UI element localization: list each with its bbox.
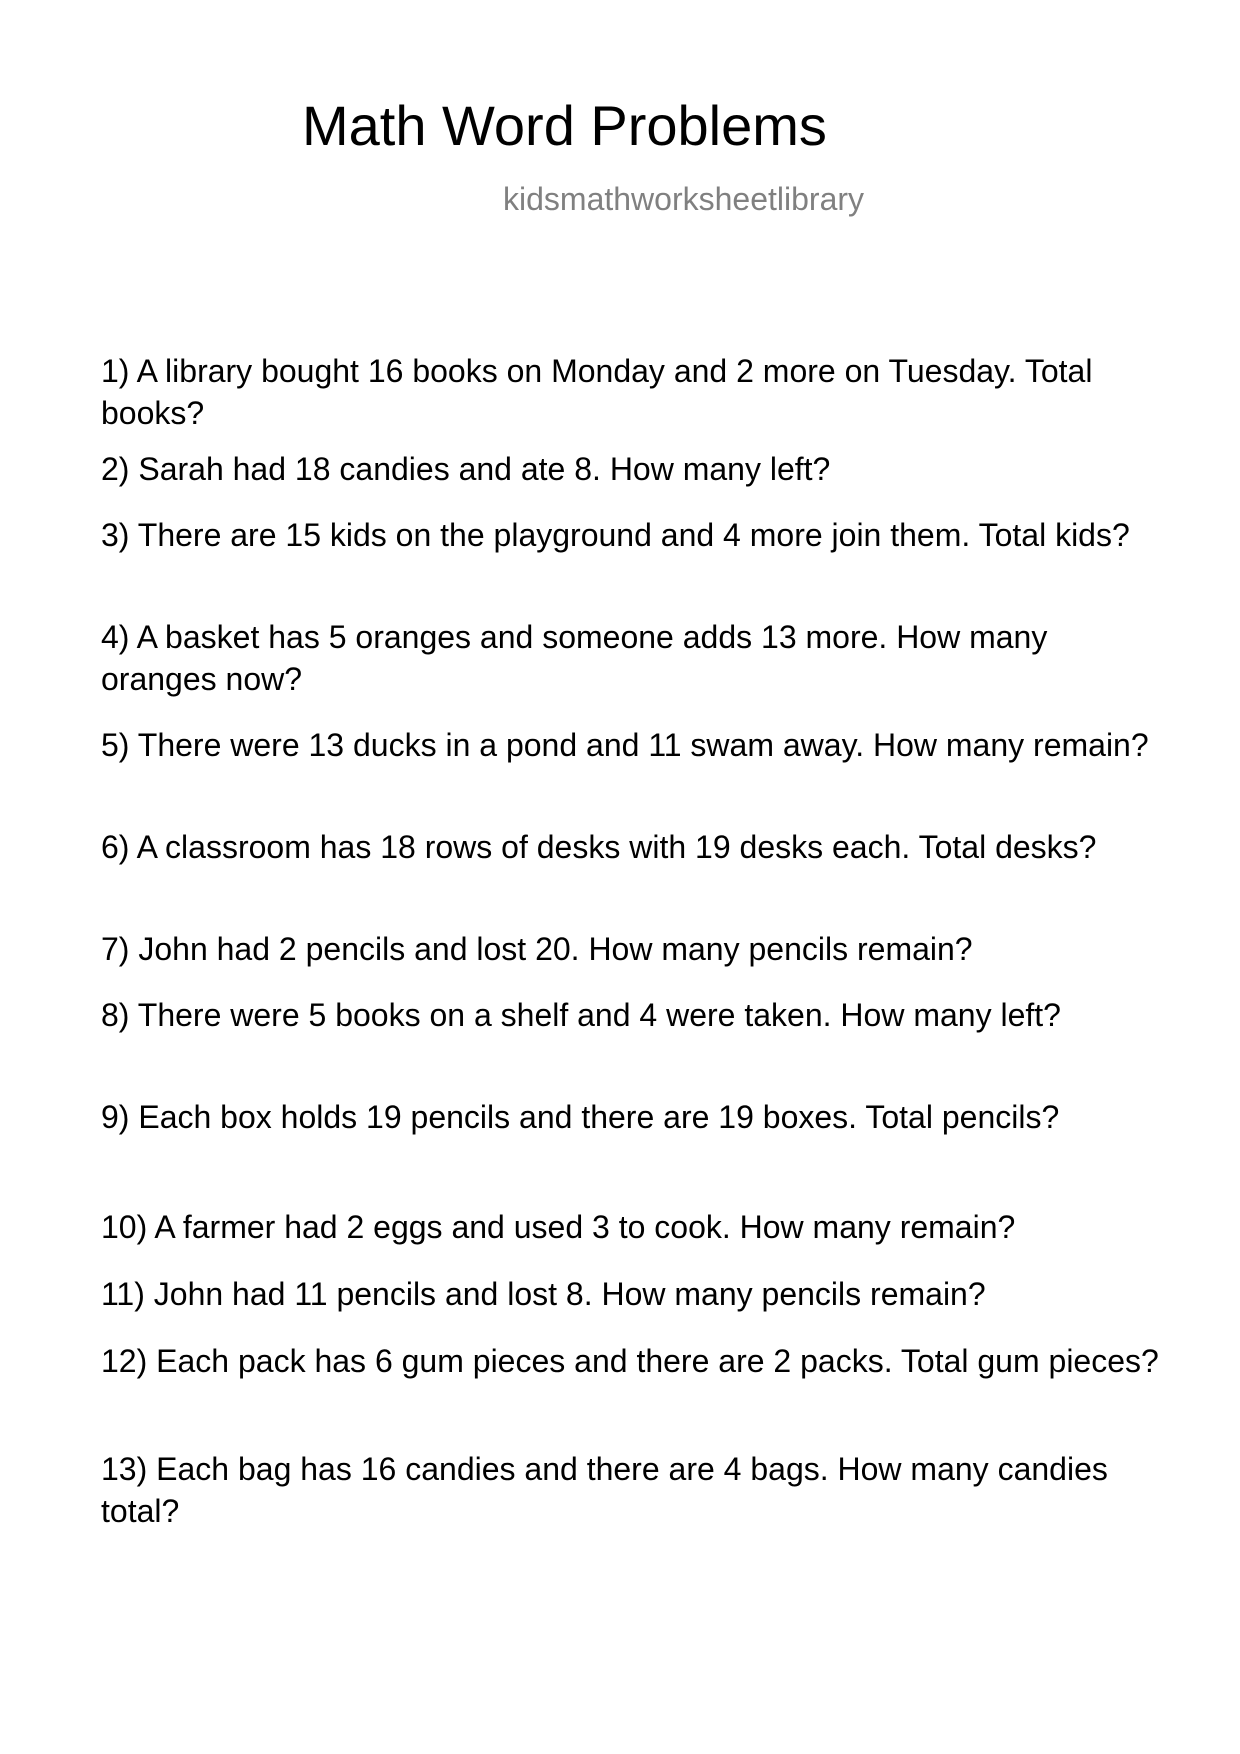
problem-5: 5) There were 13 ducks in a pond and 11 swam away. How many remain? (101, 727, 1149, 763)
page-title: Math Word Problems (302, 94, 827, 157)
problem-12: 12) Each pack has 6 gum pieces and there are 2 packs. Total gum pieces? (101, 1343, 1159, 1379)
problem-13: 13) Each bag has 16 candies and there are 4 bags. How many candies total? (101, 1451, 1108, 1529)
page-subtitle: kidsmathworksheetlibrary (503, 181, 865, 217)
problem-11: 11) John had 11 pencils and lost 8. How many pencils remain? (101, 1276, 986, 1312)
problem-9: 9) Each box holds 19 pencils and there are 19 boxes. Total pencils? (101, 1099, 1060, 1135)
problem-1: 1) A library bought 16 books on Monday and 2 more on Tuesday. Total books? (101, 353, 1093, 431)
problem-3: 3) There are 15 kids on the playground and 4 more join them. Total kids? (101, 517, 1130, 553)
problem-7: 7) John had 2 pencils and lost 20. How many pencils remain? (101, 931, 973, 967)
problem-4: 4) A basket has 5 oranges and someone adds 13 more. How many oranges now? (101, 619, 1048, 697)
problem-6: 6) A classroom has 18 rows of desks with 19 desks each. Total desks? (101, 829, 1097, 865)
problem-2: 2) Sarah had 18 candies and ate 8. How many left? (101, 451, 831, 487)
problem-8: 8) There were 5 books on a shelf and 4 were taken. How many left? (101, 997, 1061, 1033)
problem-10: 10) A farmer had 2 eggs and used 3 to cook. How many remain? (101, 1209, 1016, 1245)
